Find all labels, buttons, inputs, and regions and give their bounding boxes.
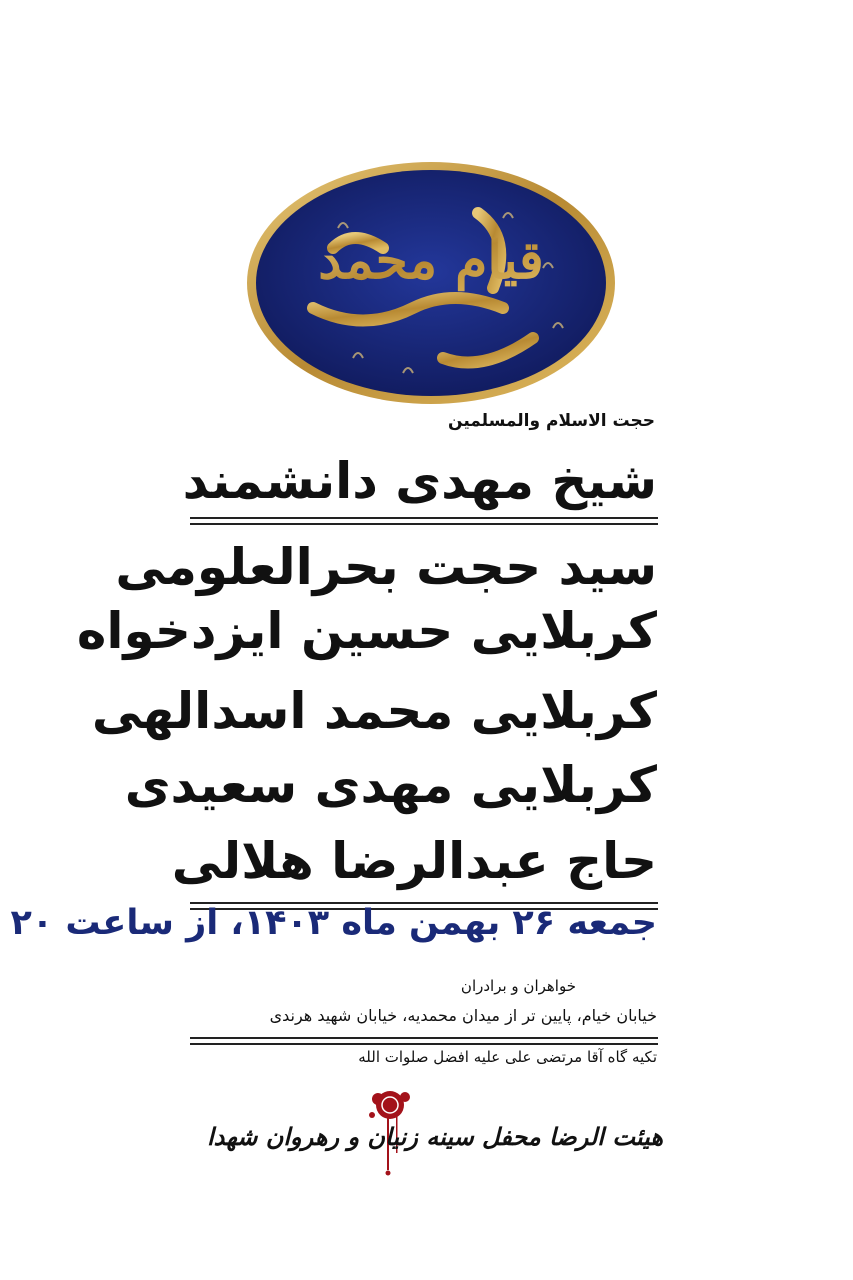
organization-signature (206, 1085, 664, 1195)
venue-line: تکیه گاه آقا مرتضی علی علیه افضل صلوات الله (358, 1048, 657, 1066)
audience-label: خواهران و برادران (460, 977, 576, 995)
singer-name-2: کربلایی حسین ایزدخواه (76, 602, 657, 660)
speaker-name-1: شیخ مهدی دانشمند (182, 452, 657, 510)
singer-name-5: حاج عبدالرضا هلالی (171, 832, 657, 890)
calligraphy-logo (243, 158, 619, 408)
event-date-time: جمعه ۲۶ بهمن ماه ۱۴۰۳، از ساعت ۲۰ (10, 903, 657, 943)
singer-name-4: کربلایی مهدی سعیدی (124, 756, 657, 814)
signature-text: هیئت الرضا محفل سینه زنیان و رهروان شهدا (206, 1122, 664, 1151)
logo-calligraphy-text: قیام محمد (318, 230, 544, 291)
double-divider (190, 517, 658, 529)
singer-name-3: کربلایی محمد اسدالهی (91, 682, 657, 740)
address-line: خیابان خیام، پایین تر از میدان محمدیه، خیابان شهید هرندی (269, 1006, 657, 1025)
singer-name-1: سید حجت بحرالعلومی (115, 538, 657, 596)
honorific-title: حجت الاسلام والمسلمین (448, 411, 655, 431)
